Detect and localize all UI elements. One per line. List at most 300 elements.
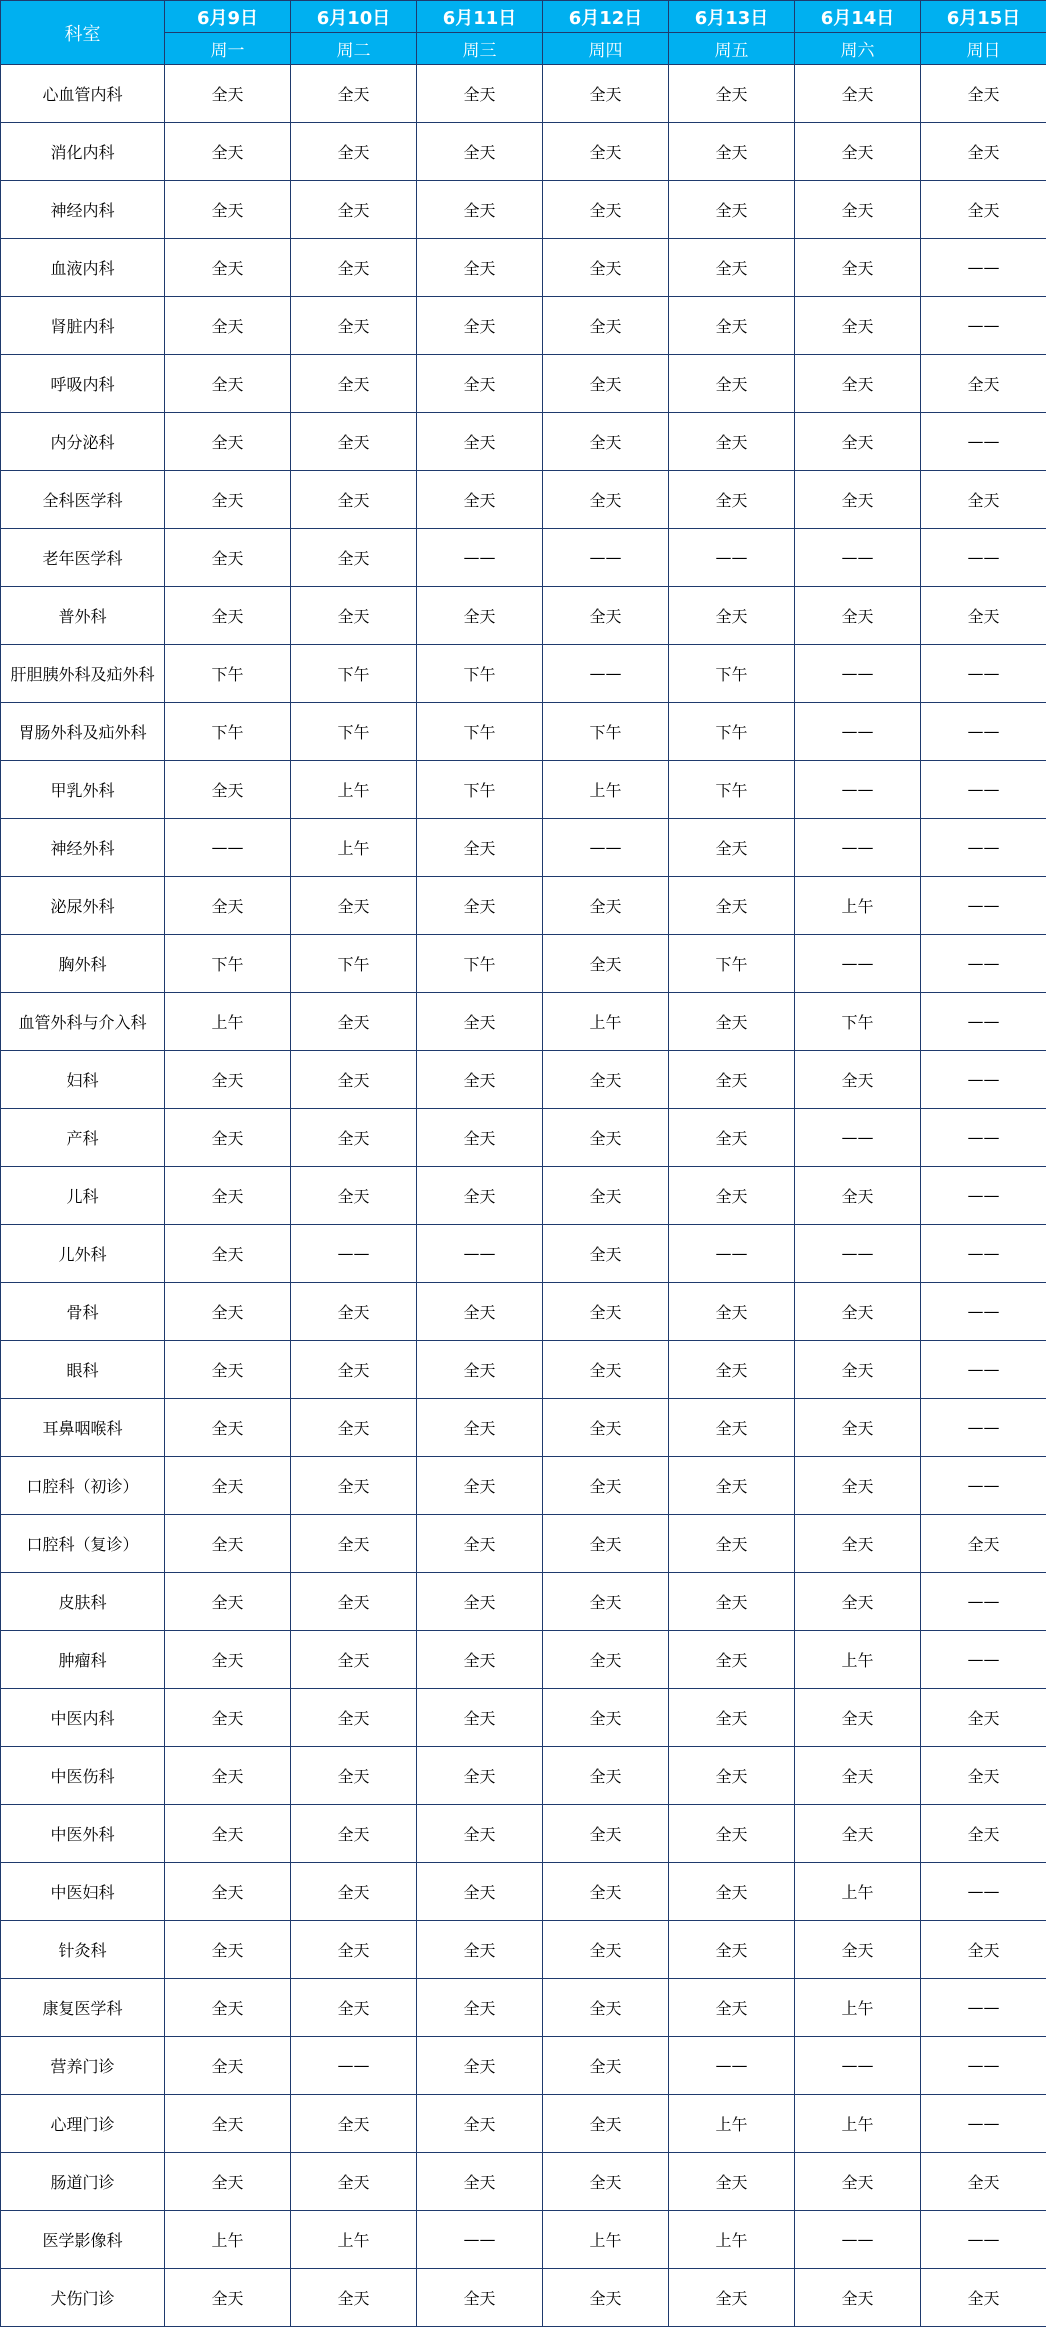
schedule-cell: —— (795, 935, 921, 993)
schedule-cell: 上午 (291, 2211, 417, 2269)
schedule-cell: 全天 (669, 2153, 795, 2211)
schedule-cell: 全天 (165, 2095, 291, 2153)
schedule-cell: 全天 (543, 1747, 669, 1805)
schedule-cell: 全天 (291, 1573, 417, 1631)
schedule-cell: 全天 (669, 65, 795, 123)
schedule-cell: 全天 (669, 1341, 795, 1399)
schedule-cell: 上午 (795, 2095, 921, 2153)
schedule-cell: 全天 (543, 1167, 669, 1225)
schedule-cell: 下午 (795, 993, 921, 1051)
schedule-cell: 全天 (417, 1283, 543, 1341)
schedule-cell: 全天 (291, 65, 417, 123)
schedule-cell: —— (921, 413, 1046, 471)
schedule-cell: 全天 (165, 877, 291, 935)
schedule-cell: 全天 (921, 355, 1046, 413)
schedule-cell: 全天 (291, 1805, 417, 1863)
schedule-cell: 全天 (795, 181, 921, 239)
table-row (1, 1109, 1046, 1167)
schedule-cell: —— (921, 645, 1046, 703)
schedule-cell: 全天 (543, 1689, 669, 1747)
weekday-header: 周三 (417, 33, 543, 65)
schedule-cell: —— (921, 239, 1046, 297)
schedule-cell: 全天 (921, 587, 1046, 645)
department-name: 营养门诊 (1, 2037, 165, 2095)
department-name: 康复医学科 (1, 1979, 165, 2037)
department-name: 肾脏内科 (1, 297, 165, 355)
department-name: 中医内科 (1, 1689, 165, 1747)
schedule-cell: —— (795, 1225, 921, 1283)
schedule-cell: —— (921, 1573, 1046, 1631)
schedule-cell: 全天 (291, 297, 417, 355)
department-name: 消化内科 (1, 123, 165, 181)
schedule-cell: 全天 (669, 1457, 795, 1515)
schedule-cell: 全天 (417, 1921, 543, 1979)
schedule-cell: 全天 (165, 2269, 291, 2327)
department-name: 中医外科 (1, 1805, 165, 1863)
schedule-cell: —— (921, 1457, 1046, 1515)
schedule-cell: 全天 (417, 355, 543, 413)
schedule-cell: 全天 (165, 1341, 291, 1399)
schedule-cell: —— (417, 529, 543, 587)
schedule-cell: —— (921, 993, 1046, 1051)
schedule-cell: 全天 (543, 181, 669, 239)
schedule-cell: 全天 (165, 65, 291, 123)
schedule-cell: 全天 (921, 1689, 1046, 1747)
weekday-header: 周一 (165, 33, 291, 65)
table-row (1, 1457, 1046, 1515)
schedule-cell: 全天 (291, 355, 417, 413)
schedule-cell: 全天 (291, 529, 417, 587)
schedule-cell: 下午 (543, 703, 669, 761)
table-row (1, 239, 1046, 297)
department-name: 眼科 (1, 1341, 165, 1399)
schedule-cell: 全天 (795, 413, 921, 471)
schedule-cell: 全天 (543, 471, 669, 529)
schedule-cell: —— (921, 2095, 1046, 2153)
department-name: 泌尿外科 (1, 877, 165, 935)
weekday-header: 周五 (669, 33, 795, 65)
schedule-cell: 全天 (543, 587, 669, 645)
schedule-cell: —— (921, 1979, 1046, 2037)
schedule-cell: 全天 (165, 1805, 291, 1863)
schedule-cell: 全天 (669, 1747, 795, 1805)
schedule-cell: 全天 (417, 2153, 543, 2211)
schedule-cell: 全天 (291, 1399, 417, 1457)
schedule-cell: 下午 (669, 935, 795, 993)
schedule-cell: 全天 (669, 1283, 795, 1341)
weekday-header: 周四 (543, 33, 669, 65)
department-name: 甲乳外科 (1, 761, 165, 819)
schedule-cell: 全天 (543, 297, 669, 355)
schedule-cell: 全天 (165, 1863, 291, 1921)
schedule-cell: —— (795, 645, 921, 703)
table-row (1, 1515, 1046, 1573)
schedule-cell: 全天 (669, 587, 795, 645)
schedule-cell: 全天 (795, 123, 921, 181)
schedule-cell: 全天 (543, 123, 669, 181)
schedule-cell: 下午 (291, 645, 417, 703)
schedule-cell: —— (543, 819, 669, 877)
schedule-cell: 全天 (417, 1167, 543, 1225)
schedule-cell: 全天 (795, 2153, 921, 2211)
schedule-cell: —— (921, 761, 1046, 819)
department-name: 耳鼻咽喉科 (1, 1399, 165, 1457)
schedule-cell: 全天 (291, 1921, 417, 1979)
schedule-cell: 全天 (795, 1515, 921, 1573)
schedule-cell: —— (795, 529, 921, 587)
department-name: 儿科 (1, 1167, 165, 1225)
schedule-cell: 全天 (543, 1863, 669, 1921)
weekday-header: 周六 (795, 33, 921, 65)
table-row (1, 703, 1046, 761)
schedule-cell: 全天 (795, 1167, 921, 1225)
schedule-cell: 全天 (417, 1805, 543, 1863)
schedule-cell: 全天 (291, 1515, 417, 1573)
schedule-cell: 全天 (795, 1051, 921, 1109)
schedule-cell: 上午 (669, 2095, 795, 2153)
table-row (1, 2211, 1046, 2269)
schedule-cell: 全天 (165, 1689, 291, 1747)
department-name: 心血管内科 (1, 65, 165, 123)
schedule-cell: 全天 (417, 123, 543, 181)
schedule-cell: 全天 (165, 1515, 291, 1573)
schedule-cell: 全天 (543, 1979, 669, 2037)
schedule-cell: 全天 (165, 123, 291, 181)
schedule-cell: 下午 (417, 935, 543, 993)
department-name: 心理门诊 (1, 2095, 165, 2153)
schedule-cell: —— (795, 2211, 921, 2269)
schedule-cell: 全天 (543, 413, 669, 471)
schedule-cell: —— (921, 1283, 1046, 1341)
table-row (1, 413, 1046, 471)
schedule-cell: 全天 (669, 1921, 795, 1979)
schedule-cell: 下午 (669, 645, 795, 703)
schedule-cell: 全天 (291, 2269, 417, 2327)
schedule-cell: 全天 (417, 1341, 543, 1399)
schedule-cell: 全天 (165, 529, 291, 587)
table-row (1, 1689, 1046, 1747)
schedule-cell: —— (543, 529, 669, 587)
schedule-cell: 全天 (417, 65, 543, 123)
schedule-cell: 全天 (543, 1225, 669, 1283)
schedule-cell: 全天 (543, 1457, 669, 1515)
schedule-cell: 全天 (921, 2153, 1046, 2211)
schedule-cell: 全天 (543, 1399, 669, 1457)
table-row (1, 645, 1046, 703)
table-row (1, 1399, 1046, 1457)
schedule-cell: 上午 (669, 2211, 795, 2269)
schedule-cell: 全天 (291, 1109, 417, 1167)
schedule-cell: 全天 (795, 355, 921, 413)
schedule-cell: 全天 (795, 239, 921, 297)
schedule-cell: 全天 (291, 993, 417, 1051)
schedule-cell: 全天 (417, 471, 543, 529)
schedule-cell: 全天 (921, 1805, 1046, 1863)
schedule-cell: 全天 (417, 819, 543, 877)
schedule-cell: 全天 (669, 1051, 795, 1109)
schedule-cell: 全天 (417, 1051, 543, 1109)
schedule-cell: 全天 (669, 297, 795, 355)
schedule-cell: 上午 (543, 2211, 669, 2269)
department-name: 肠道门诊 (1, 2153, 165, 2211)
schedule-cell: —— (921, 703, 1046, 761)
schedule-cell: 全天 (291, 2153, 417, 2211)
table-row (1, 1225, 1046, 1283)
date-row (1, 1, 1046, 33)
date-header: 6月11日 (417, 1, 543, 33)
schedule-cell: 上午 (795, 877, 921, 935)
schedule-cell: 全天 (291, 413, 417, 471)
schedule-cell: 全天 (921, 2269, 1046, 2327)
department-name: 肝胆胰外科及疝外科 (1, 645, 165, 703)
table-row (1, 993, 1046, 1051)
schedule-cell: 全天 (795, 1805, 921, 1863)
department-name: 口腔科（初诊） (1, 1457, 165, 1515)
weekday-header: 周二 (291, 33, 417, 65)
schedule-cell: 全天 (417, 2269, 543, 2327)
schedule-cell: —— (921, 2211, 1046, 2269)
schedule-cell: 全天 (165, 587, 291, 645)
table-row (1, 1283, 1046, 1341)
table-row (1, 877, 1046, 935)
table-row (1, 2037, 1046, 2095)
date-header: 6月15日 (921, 1, 1046, 33)
table-row (1, 935, 1046, 993)
department-name: 犬伤门诊 (1, 2269, 165, 2327)
schedule-cell: 全天 (543, 1283, 669, 1341)
schedule-cell: 全天 (795, 1573, 921, 1631)
schedule-cell: 全天 (669, 819, 795, 877)
schedule-cell: 下午 (669, 761, 795, 819)
schedule-cell: 全天 (165, 2037, 291, 2095)
department-name: 儿外科 (1, 1225, 165, 1283)
schedule-cell: 全天 (795, 471, 921, 529)
date-header: 6月12日 (543, 1, 669, 33)
schedule-cell: 全天 (417, 239, 543, 297)
table-row (1, 355, 1046, 413)
schedule-cell: —— (417, 1225, 543, 1283)
weekday-header: 周日 (921, 33, 1046, 65)
schedule-cell: —— (921, 297, 1046, 355)
schedule-cell: 全天 (291, 123, 417, 181)
department-name: 肿瘤科 (1, 1631, 165, 1689)
schedule-cell: 下午 (291, 703, 417, 761)
schedule-cell: 全天 (165, 1573, 291, 1631)
department-name: 皮肤科 (1, 1573, 165, 1631)
schedule-cell: —— (795, 761, 921, 819)
schedule-cell: —— (669, 529, 795, 587)
schedule-cell: 全天 (543, 1109, 669, 1167)
schedule-cell: 上午 (543, 993, 669, 1051)
schedule-cell: 全天 (291, 1167, 417, 1225)
department-name: 普外科 (1, 587, 165, 645)
department-name: 针灸科 (1, 1921, 165, 1979)
department-name: 医学影像科 (1, 2211, 165, 2269)
dept-column-header: 科室 (1, 1, 165, 65)
schedule-cell: —— (921, 877, 1046, 935)
schedule-cell: 下午 (291, 935, 417, 993)
schedule-cell: 全天 (795, 1457, 921, 1515)
schedule-cell: 全天 (795, 1689, 921, 1747)
schedule-cell: 下午 (669, 703, 795, 761)
schedule-cell: 全天 (921, 123, 1046, 181)
table-row (1, 1341, 1046, 1399)
schedule-cell: 下午 (417, 645, 543, 703)
schedule-cell: 全天 (291, 471, 417, 529)
table-row (1, 123, 1046, 181)
schedule-cell: 全天 (669, 1805, 795, 1863)
schedule-cell: 全天 (543, 1341, 669, 1399)
schedule-cell: 全天 (417, 1747, 543, 1805)
schedule-cell: 全天 (543, 239, 669, 297)
department-name: 神经外科 (1, 819, 165, 877)
schedule-cell: 下午 (165, 935, 291, 993)
schedule-cell: —— (795, 819, 921, 877)
schedule-body (1, 65, 1046, 2327)
schedule-cell: 全天 (795, 1921, 921, 1979)
schedule-cell: 上午 (795, 1979, 921, 2037)
schedule-cell: 全天 (291, 1631, 417, 1689)
table-row (1, 471, 1046, 529)
table-row (1, 181, 1046, 239)
schedule-cell: 全天 (543, 2037, 669, 2095)
schedule-cell: 全天 (291, 181, 417, 239)
schedule-cell: 全天 (921, 471, 1046, 529)
schedule-cell: 全天 (669, 1689, 795, 1747)
schedule-cell: 全天 (417, 1399, 543, 1457)
department-name: 内分泌科 (1, 413, 165, 471)
schedule-cell: 下午 (417, 703, 543, 761)
schedule-cell: 全天 (165, 1631, 291, 1689)
schedule-cell: 全天 (669, 1399, 795, 1457)
department-name: 全科医学科 (1, 471, 165, 529)
schedule-cell: 全天 (669, 1979, 795, 2037)
schedule-cell: 全天 (291, 1457, 417, 1515)
schedule-cell: 全天 (669, 1167, 795, 1225)
schedule-cell: 全天 (543, 65, 669, 123)
schedule-cell: 全天 (417, 2037, 543, 2095)
schedule-cell: 全天 (291, 587, 417, 645)
schedule-cell: 全天 (165, 471, 291, 529)
schedule-cell: —— (795, 1109, 921, 1167)
schedule-cell: 全天 (543, 877, 669, 935)
department-name: 口腔科（复诊） (1, 1515, 165, 1573)
date-header: 6月13日 (669, 1, 795, 33)
table-row (1, 1863, 1046, 1921)
schedule-cell: 全天 (543, 1921, 669, 1979)
schedule-cell: 全天 (669, 877, 795, 935)
schedule-cell: —— (795, 703, 921, 761)
schedule-cell: 上午 (291, 761, 417, 819)
department-name: 妇科 (1, 1051, 165, 1109)
schedule-cell: 全天 (165, 1225, 291, 1283)
schedule-cell: 全天 (417, 1631, 543, 1689)
schedule-cell: 全天 (291, 2095, 417, 2153)
schedule-cell: —— (921, 1225, 1046, 1283)
schedule-cell: 全天 (165, 1747, 291, 1805)
table-row (1, 65, 1046, 123)
table-row (1, 1979, 1046, 2037)
schedule-cell: 全天 (417, 413, 543, 471)
schedule-cell: 全天 (165, 181, 291, 239)
schedule-cell: 全天 (795, 65, 921, 123)
schedule-cell: 全天 (921, 1747, 1046, 1805)
schedule-cell: 全天 (291, 1979, 417, 2037)
department-name: 胸外科 (1, 935, 165, 993)
schedule-cell: 全天 (543, 2095, 669, 2153)
table-row (1, 2153, 1046, 2211)
table-row (1, 2269, 1046, 2327)
schedule-cell: —— (921, 2037, 1046, 2095)
date-header: 6月14日 (795, 1, 921, 33)
schedule-cell: 全天 (543, 2153, 669, 2211)
schedule-cell: 全天 (669, 471, 795, 529)
department-name: 血液内科 (1, 239, 165, 297)
schedule-cell: 全天 (669, 355, 795, 413)
schedule-cell: 全天 (669, 1515, 795, 1573)
table-header (1, 1, 1046, 65)
schedule-cell: —— (669, 1225, 795, 1283)
schedule-cell: 上午 (165, 993, 291, 1051)
schedule-cell: 全天 (543, 2269, 669, 2327)
schedule-cell: 全天 (669, 181, 795, 239)
schedule-cell: 全天 (291, 239, 417, 297)
table-row (1, 1747, 1046, 1805)
schedule-cell: —— (417, 2211, 543, 2269)
schedule-cell: 全天 (543, 1631, 669, 1689)
schedule-cell: 全天 (417, 1573, 543, 1631)
schedule-cell: 全天 (165, 1051, 291, 1109)
table-row (1, 1921, 1046, 1979)
schedule-cell: 全天 (795, 587, 921, 645)
schedule-cell: 全天 (795, 1341, 921, 1399)
schedule-cell: 全天 (795, 297, 921, 355)
schedule-cell: 全天 (543, 1515, 669, 1573)
schedule-cell: —— (921, 1863, 1046, 1921)
schedule-cell: 上午 (795, 1631, 921, 1689)
schedule-cell: 全天 (417, 1109, 543, 1167)
table-row (1, 1051, 1046, 1109)
schedule-cell: 全天 (543, 1573, 669, 1631)
schedule-cell: 全天 (921, 1515, 1046, 1573)
schedule-cell: 全天 (921, 181, 1046, 239)
schedule-cell: —— (921, 1341, 1046, 1399)
schedule-cell: 全天 (669, 2269, 795, 2327)
schedule-cell: 全天 (417, 181, 543, 239)
schedule-cell: 全天 (291, 1283, 417, 1341)
schedule-cell: —— (921, 1631, 1046, 1689)
schedule-cell: 全天 (417, 2095, 543, 2153)
schedule-cell: 全天 (417, 1689, 543, 1747)
department-name: 老年医学科 (1, 529, 165, 587)
schedule-cell: 全天 (795, 1399, 921, 1457)
schedule-cell: 全天 (291, 877, 417, 935)
schedule-cell: 全天 (669, 1631, 795, 1689)
department-name: 中医妇科 (1, 1863, 165, 1921)
schedule-cell: 全天 (165, 2153, 291, 2211)
schedule-cell: 上午 (165, 2211, 291, 2269)
table-row (1, 1573, 1046, 1631)
department-name: 呼吸内科 (1, 355, 165, 413)
department-name: 神经内科 (1, 181, 165, 239)
schedule-cell: 全天 (291, 1051, 417, 1109)
table-row (1, 297, 1046, 355)
schedule-cell: —— (921, 935, 1046, 993)
table-row (1, 2095, 1046, 2153)
date-header: 6月9日 (165, 1, 291, 33)
department-name: 胃肠外科及疝外科 (1, 703, 165, 761)
schedule-cell: 全天 (669, 1109, 795, 1167)
